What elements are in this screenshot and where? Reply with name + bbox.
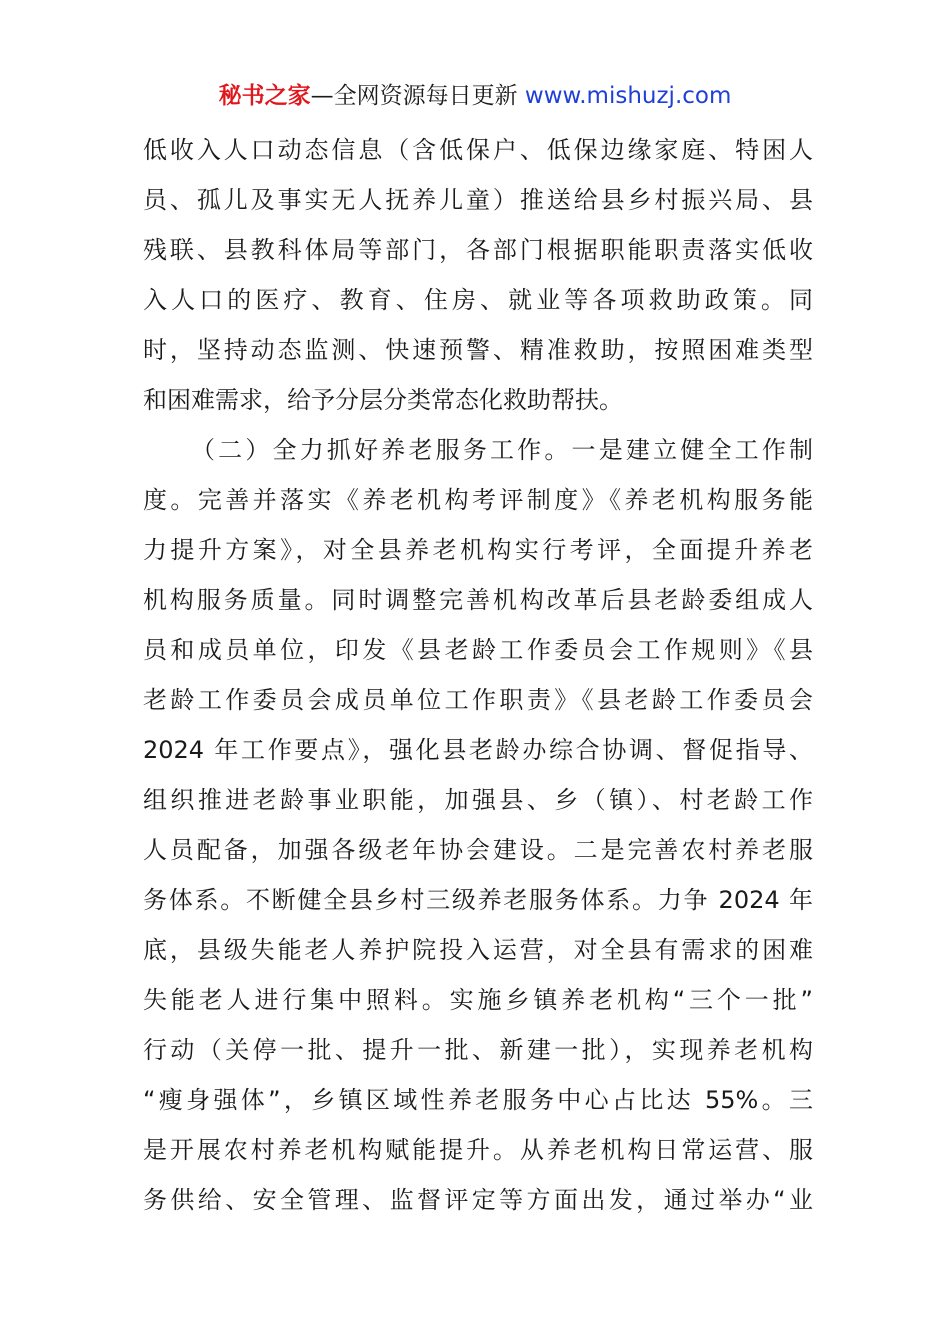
text-line: 组织推进老龄事业职能，加强县、乡（镇）、村老龄工作: [143, 786, 813, 814]
text-line: 时，坚持动态监测、快速预警、精准救助，按照困难类型: [143, 336, 813, 364]
text-line: 机构服务质量。同时调整完善机构改革后县老龄委组成人: [143, 586, 813, 614]
text-line: 是开展农村养老机构赋能提升。从养老机构日常运营、服: [143, 1136, 813, 1164]
text-line: “瘦身强体”，乡镇区域性养老服务中心占比达 55%。三: [143, 1086, 813, 1114]
text-line: 残联、县教科体局等部门，各部门根据职能职责落实低收: [143, 236, 813, 264]
text-line: （二）全力抓好养老服务工作。一是建立健全工作制: [191, 436, 813, 464]
header-tagline: —全网资源每日更新: [310, 83, 525, 109]
text-line: 力提升方案》，对全县养老机构实行考评，全面提升养老: [143, 536, 813, 564]
text-line: 行动（关停一批、提升一批、新建一批），实现养老机构: [143, 1036, 813, 1064]
text-line: 务供给、安全管理、监督评定等方面出发，通过举办“业: [143, 1186, 813, 1214]
header-url-link[interactable]: www.mishuzj.com: [524, 83, 732, 109]
text-line: 2024 年工作要点》，强化县老龄办综合协调、督促指导、: [143, 736, 813, 764]
text-line: 底，县级失能老人养护院投入运营，对全县有需求的困难: [143, 936, 813, 964]
text-line: 员和成员单位，印发《县老龄工作委员会工作规则》《县: [143, 636, 813, 664]
page-header: [0, 78, 950, 114]
text-line: 老龄工作委员会成员单位工作职责》《县老龄工作委员会: [143, 686, 813, 714]
header-brand: 秘书之家: [218, 83, 311, 109]
text-line: 入人口的医疗、教育、住房、就业等各项救助政策。同: [143, 286, 813, 314]
text-line: 和困难需求，给予分层分类常态化救助帮扶。: [143, 386, 623, 414]
text-line: 人员配备，加强各级老年协会建设。二是完善农村养老服: [143, 836, 813, 864]
document-body: [143, 125, 813, 1225]
text-line: 度。完善并落实《养老机构考评制度》《养老机构服务能: [143, 486, 813, 514]
text-line: 务体系。不断健全县乡村三级养老服务体系。力争 2024 年: [143, 886, 813, 914]
text-line: 员、孤儿及事实无人抚养儿童）推送给县乡村振兴局、县: [143, 186, 813, 214]
text-line: 失能老人进行集中照料。实施乡镇养老机构“三个一批”: [143, 986, 813, 1014]
text-line: 低收入人口动态信息（含低保户、低保边缘家庭、特困人: [143, 136, 813, 164]
